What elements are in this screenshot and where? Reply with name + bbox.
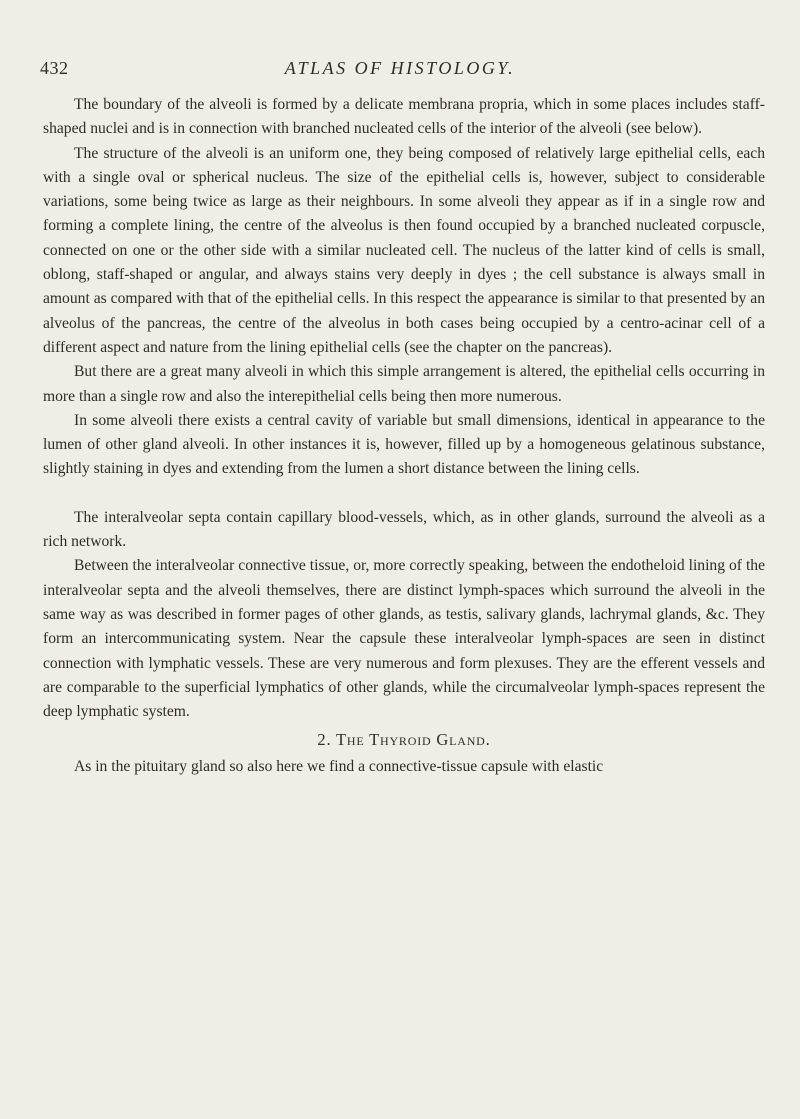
running-head (40, 58, 760, 88)
section-heading-thyroid: 2. The Thyroid Gland. (317, 730, 491, 750)
paragraph-central-cavity: In some alveoli there exists a central cavity of variable but small dimensions, identical in appearance to the lumen of other gland alveoli. In other instances it is, however, filled up by a homogeneous gelatinous substance, slightly staining in dyes and extending from the lumen a short distance between the lining cells. (43, 411, 765, 478)
paragraph-membrana-propria: The boundary of the alveoli is formed by a delicate membrana propria, which in some places includes staff-shaped nuclei and is in connection with branched nucleated cells of the interior of the alveoli (see below). (43, 96, 765, 138)
paragraph-altered-arrangement: But there are a great many alveoli in which this simple arrangement is altered, the epithelial cells occurring in more than a single row and also the interepithelial cells being then more numerous. (43, 363, 765, 405)
paragraph-alveoli-structure: The structure of the alveoli is an uniform one, they being composed of relatively large epithelial cells, each with a single oval or spherical nucleus. The size of the epithelial cells is, however, subject to considerable variations, some being twice as large as their neighbours. In some alveoli they appear as if in a single row and forming a complete lining, the centre of the alveolus is then found occupied by a branched nucleated corpuscle, connected on one or the other side with a similar nucleated cell. The nucleus of the latter kind of cells is small, oblong, staff-shaped or angular, and always stains very deeply in dyes ; the cell substance is always small in amount as compared with that of the epithelial cells. In this respect the appearance is similar to that presented by an alveolus of the pancreas, the centre of the alveolus in both cases being occupied by a centro-acinar cell of a different aspect and nature from the lining epithelial cells (see the chapter on the pancreas). (43, 144, 765, 356)
running-title: ATLAS OF HISTOLOGY. (284, 58, 516, 78)
paragraph-gap (43, 482, 765, 506)
body-text (43, 93, 765, 779)
page-number: 432 (40, 58, 69, 78)
paragraph-lymph-spaces: Between the interalveolar connective tissue, or, more correctly speaking, between the endotheloid lining of the interalveolar septa and the alveoli themselves, there are distinct lymph-spaces which surround the alveoli in the same way as was described in former pages of other glands, as testis, salivary glands, lachrymal glands, &c. They form an intercommunicating system. Near the capsule these interalveolar lymph-spaces are seen in distinct connection with lymphatic vessels. These are very numerous and form plexuses. They are the efferent vessels and are comparable to the superficial lymphatics of other glands, while the circumalveolar lymph-spaces represent the deep lymphatic system. (43, 557, 765, 721)
paragraph-thyroid-intro: As in the pituitary gland so also here we find a connective-tissue capsule with elastic (74, 757, 604, 775)
paragraph-interalveolar-septa: The interalveolar septa contain capillary blood-vessels, which, as in other glands, surround the alveoli as a rich network. (43, 508, 765, 551)
